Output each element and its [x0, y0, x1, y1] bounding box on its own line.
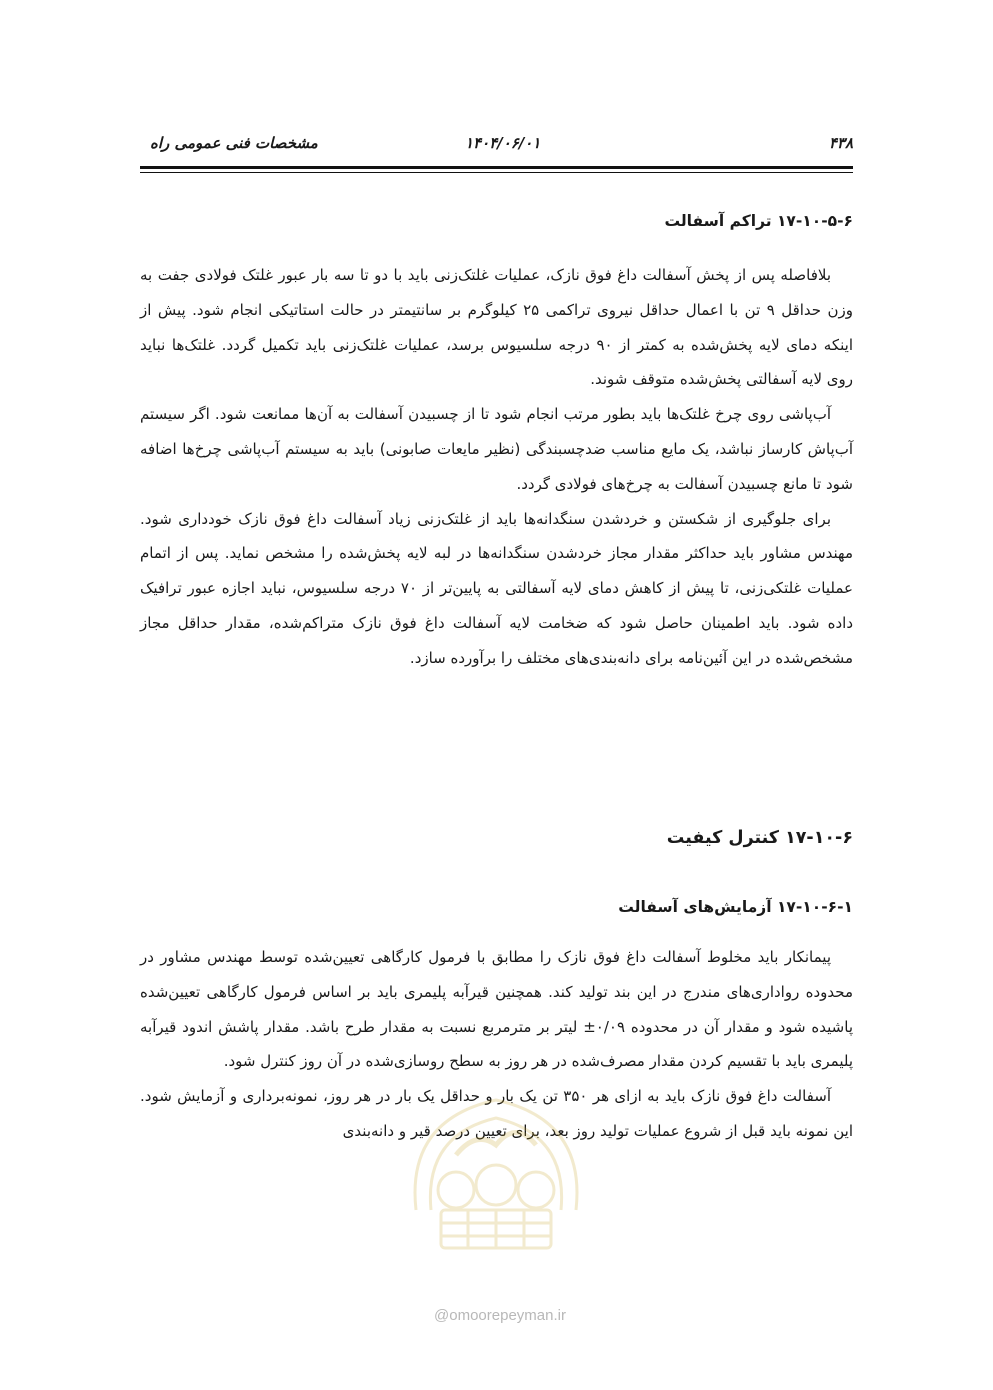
paragraph: آسفالت داغ فوق نازک باید به ازای هر ۳۵۰ تن یک بار و حداقل یک بار در هر روز، نمونه‌برداری و آزمایش شود. این نمونه باید قبل از شروع عملیات تولید روز بعد، برای تعیین درصد قیر و دانه‌بندی [140, 1087, 853, 1140]
paragraph: آب‌پاشی روی چرخ غلتک‌ها باید بطور مرتب انجام شود تا از چسبیدن آسفالت به آن‌ها ممانعت شود. اگر سیستم آب‌پاش کارساز نباشد، یک مایع مناسب ضدچسبندگی (نظیر مایعات صابونی) باید به سیستم آب‌پاشی چرخ‌ها اضافه شود تا مانع چسبیدن آسفالت به چرخ‌های فولادی گردد. [140, 405, 853, 493]
header-rule-thin [140, 172, 853, 173]
section-heading-asphalt-compaction: ۱۷-۱۰-۵-۶ تراکم آسفالت [664, 212, 853, 230]
paragraph: بلافاصله پس از پخش آسفالت داغ فوق نازک، عملیات غلتک‌زنی باید با دو تا سه بار عبور غلتک فولادی جفت به وزن حداقل ۹ تن با اعمال حداقل نیروی تراکمی ۲۵ کیلوگرم بر سانتیمتر در حالت استاتیکی انجام شود. پیش از اینکه دمای لایه پخش‌شده به کمتر از ۹۰ درجه سلسیوس برسد، عملیات غلتک‌زنی باید تکمیل گردد. غلتک‌ها نباید روی لایه آسفالتی پخش‌شده متوقف شوند. [140, 266, 854, 389]
running-header-date: ۱۴۰۴/۰۶/۰۱ [465, 134, 541, 152]
header-rule-thick [140, 166, 853, 169]
watermark-url: @omoorepeyman.ir [434, 1307, 566, 1324]
section-heading-quality-control: ۱۷-۱۰-۶ کنترل کیفیت [666, 828, 853, 848]
paragraph: برای جلوگیری از شکستن و خردشدن سنگدانه‌ها باید از غلتک‌زنی زیاد آسفالت داغ فوق نازک خودداری شود. مهندس مشاور باید حداکثر مقدار مجاز خردشدن سنگدانه‌ها در لبه لایه پخش‌شده را مشخص نماید. پس از اتمام عملیات غلتکی‌زنی، تا پیش از کاهش دمای لایه آسفالتی به پایین‌تر از ۷۰ درجه سلسیوس، نباید اجازه عبور ترافیک داده شود. باید اطمینان حاصل شود که ضخامت لایه آسفالت داغ فوق نازک متراکم‌شده، مقدار حداقل مجاز مشخص‌شده در این آئین‌نامه برای دانه‌بندی‌های مختلف را برآورده سازد. [140, 509, 853, 667]
section-3-body [140, 940, 853, 1149]
running-header-title: مشخصات فنی عمومی راه [150, 134, 318, 152]
section-1-body [140, 258, 853, 676]
page-number: ۴۳۸ [828, 134, 853, 152]
section-heading-asphalt-tests: ۱۷-۱۰-۶-۱ آزمایش‌های آسفالت [618, 898, 853, 916]
paragraph: پیمانکار باید مخلوط آسفالت داغ فوق نازک را مطابق با فرمول کارگاهی تعیین‌شده توسط مهندس مشاور در محدوده رواداری‌های مندرج در این بند تولید کند. همچنین قیرآبه پلیمری باید بر اساس فرمول کارگاهی تعیین‌شده پاشیده شود و مقدار آن در محدوده ۰/۰۹± لیتر بر مترمربع نسبت به مقدار طرح باشد. مقدار پاشش اندود قیرآبه پلیمری باید با تقسیم کردن مقدار مصرف‌شده در هر روز به سطح روسازی‌شده در آن روز کنترل شود. [140, 948, 854, 1071]
